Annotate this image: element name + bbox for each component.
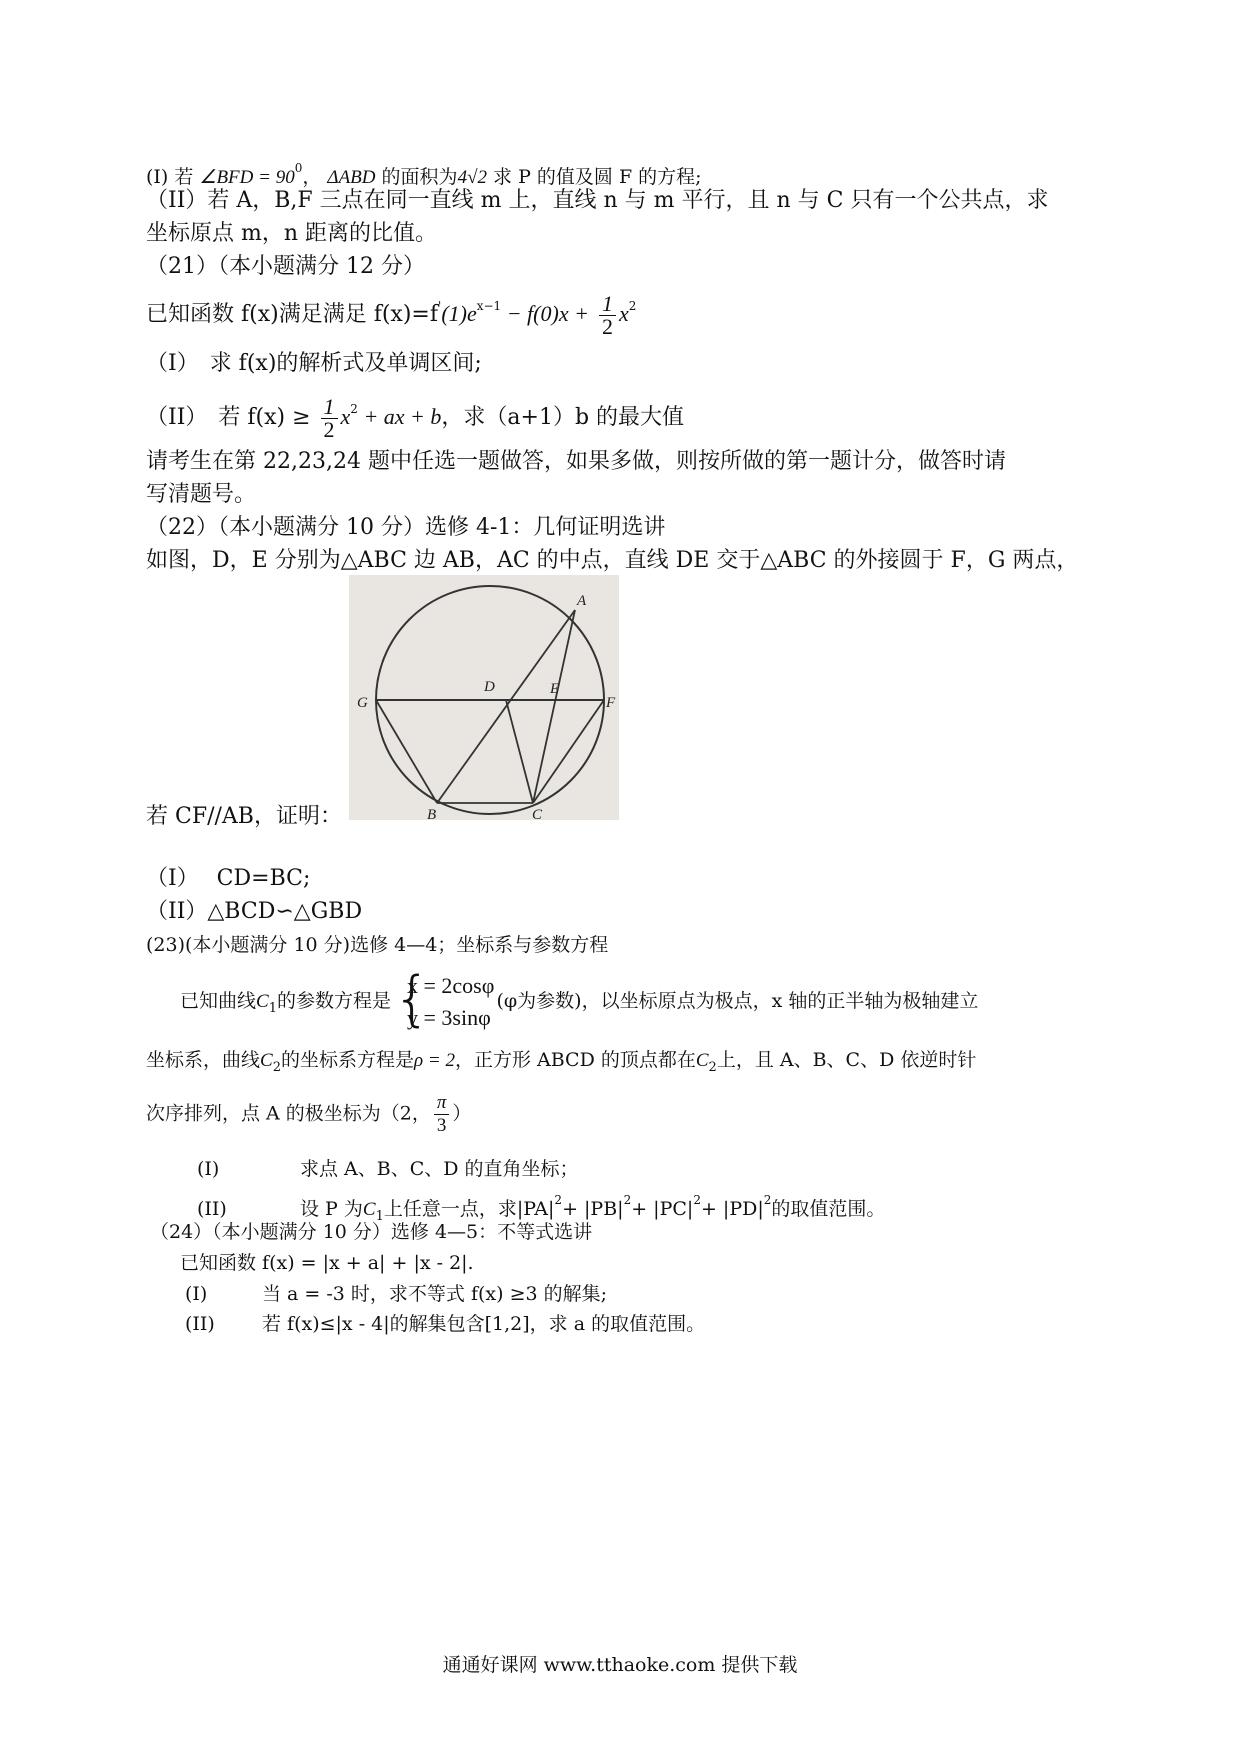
label-f: F xyxy=(606,695,616,711)
q20-comma: ， xyxy=(302,166,322,188)
q23-pi-fraction xyxy=(434,1092,450,1137)
q21-stmt-rest: − f(0)x + xyxy=(501,301,589,326)
q21-stmt-text: 已知函数 f(x)满足满足 f(x)=f xyxy=(146,302,438,327)
q20-angle-expr: ∠BFD = 90 xyxy=(199,167,295,188)
q21-frac-den: 2 xyxy=(601,313,613,339)
q21-frac-num: 1 xyxy=(599,293,616,316)
q21-part2-square: 2 xyxy=(350,402,358,416)
q24-statement: 已知函数 f(x) = |x + a| + |x - 2|. xyxy=(180,1252,474,1274)
q22-part1: （I） CD=BC; xyxy=(146,866,311,891)
q23-line3 xyxy=(146,1092,471,1137)
q23-line2 xyxy=(146,1046,976,1082)
instruction-line2: 写清题号。 xyxy=(146,482,257,507)
q21-square: 2 xyxy=(628,299,637,313)
q23-sq4: 2 xyxy=(763,1193,772,1207)
q23-c2-sub: 2 xyxy=(272,1060,281,1075)
circle-diagram-svg xyxy=(349,575,619,820)
segment-gb xyxy=(376,700,437,803)
label-a: A xyxy=(577,593,587,609)
circle-diagram xyxy=(349,575,619,820)
q22-part2: （II）△BCD∽△GBD xyxy=(146,899,363,924)
q23-sq2: 2 xyxy=(623,1193,632,1207)
q23-part1-label: (I) xyxy=(197,1158,220,1180)
label-g: G xyxy=(357,695,368,711)
q21-prime: ' xyxy=(438,299,442,313)
q23-c1: C xyxy=(256,991,269,1012)
q20-triangle-expr: ΔABD xyxy=(327,167,376,188)
q23-part1-text: 求点 A、B、C、D 的直角坐标； xyxy=(300,1158,579,1180)
q21-part2-text: （II） 若 f(x) ≥ xyxy=(146,405,311,430)
label-e: E xyxy=(550,681,560,697)
q21-part2-fraction xyxy=(321,393,338,442)
q23-stmt-text3: (φ为参数)，以坐标原点为极点，x 轴的正半轴为极轴建立 xyxy=(496,990,979,1012)
q24-part2-text: 若 f(x)≤|x - 4|的解集包含[1,2]，求 a 的取值范围。 xyxy=(262,1313,706,1335)
q24-part1 xyxy=(185,1280,607,1308)
q21-exponent: x−1 xyxy=(476,299,502,313)
q23-part2-label: (II) xyxy=(197,1198,227,1220)
q24-part1-label: (I) xyxy=(185,1283,208,1305)
q23-line2-text2: 的坐标系方程是 xyxy=(280,1049,414,1071)
q20-part1-text: (I) 若 xyxy=(146,166,194,188)
q21-statement xyxy=(146,292,636,338)
q23-sys-row1: x = 2cosφ xyxy=(407,973,495,998)
q23-stmt-text2: 的参数方程是 xyxy=(276,990,391,1012)
q23-rho-eq: ρ = 2 xyxy=(414,1050,455,1071)
label-b: B xyxy=(427,807,437,820)
q24-heading: （24）（本小题满分 10 分）选修 4—5：不等式选讲 xyxy=(150,1221,593,1243)
q21-stmt-e: (1)e xyxy=(441,301,477,326)
q23-line3-close: ） xyxy=(452,1102,472,1125)
q23-brace: { xyxy=(393,964,432,1034)
q23-statement xyxy=(180,964,979,1042)
q21-part1: （I） 求 f(x)的解析式及单调区间; xyxy=(146,351,482,376)
q21-part2-x: x xyxy=(340,404,351,429)
q21-part2 xyxy=(146,395,684,441)
q23-stmt-text: 已知曲线 xyxy=(180,990,257,1012)
q23-line3-text: 次序排列，点 A 的极坐标为（2， xyxy=(146,1102,431,1125)
q24-part2 xyxy=(185,1310,705,1338)
q23-part2-end: 的取值范围。 xyxy=(771,1198,886,1220)
q21-part2-linear: + ax + b xyxy=(357,404,442,429)
q21-part2-ask: ，求（a+1）b 的最大值 xyxy=(441,405,685,430)
q21-part2-frac-den: 2 xyxy=(323,416,335,442)
q23-line2-text4: 上，且 A、B、C、D 依逆时针 xyxy=(716,1049,977,1071)
q22-condition: 若 CF//AB，证明： xyxy=(146,804,342,829)
q21-part2-frac-num: 1 xyxy=(321,396,338,419)
q23-param-system xyxy=(393,964,495,1034)
q23-sq3: 2 xyxy=(693,1193,701,1207)
instruction-line1: 请考生在第 22,23,24 题中任选一题做答，如果多做，则按所做的第一题计分，做答时请 xyxy=(146,449,1006,474)
q23-part2-text: 设 P 为 xyxy=(300,1198,363,1220)
q23-pi: π xyxy=(434,1092,450,1115)
q23-c2-again: C xyxy=(695,1050,709,1071)
q23-three: 3 xyxy=(436,1115,447,1136)
q20-part2-line1: （II）若 A，B,F 三点在同一直线 m 上，直线 n 与 m 平行，且 n 与 C 只有一个公共点，求 xyxy=(146,188,1049,213)
q23-sys-row2: y = 3sinφ xyxy=(407,1005,491,1030)
q21-x: x xyxy=(618,301,629,326)
q23-c2: C xyxy=(260,1050,273,1071)
q24-part2-label: (II) xyxy=(185,1313,215,1335)
q20-area-value: 4√2 xyxy=(457,167,487,188)
q22-statement: 如图，D，E 分别为△ABC 边 AB，AC 的中点，直线 DE 交于△ABC 的外接圆于 F，G 两点， xyxy=(146,548,1079,573)
q23-c2-sub-again: 2 xyxy=(708,1060,717,1075)
q20-ask-text: 求 P 的值及圆 F 的方程; xyxy=(487,166,702,188)
label-d: D xyxy=(484,679,495,695)
q23-part2-pb: + |PB| xyxy=(562,1198,624,1220)
q21-heading: （21）（本小题满分 12 分） xyxy=(146,254,425,279)
q23-part2-pd: + |PD| xyxy=(700,1198,764,1220)
q24-part1-text: 当 a = -3 时，求不等式 f(x) ≥3 的解集; xyxy=(262,1283,608,1305)
q23-part2-c1-sub: 1 xyxy=(375,1209,384,1224)
q23-part1 xyxy=(197,1155,579,1183)
q22-heading: （22）（本小题满分 10 分）选修 4-1：几何证明选讲 xyxy=(146,515,666,540)
q23-part2-pc: + |PC| xyxy=(631,1198,694,1220)
label-c: C xyxy=(532,807,543,820)
q23-part2-pa: 上任意一点，求|PA| xyxy=(383,1198,555,1220)
page-footer: 通通好课网 www.tthaoke.com 提供下载 xyxy=(442,1654,798,1676)
q23-heading: (23)(本小题满分 10 分)选修 4—4；坐标系与参数方程 xyxy=(146,934,609,956)
q23-c1-sub: 1 xyxy=(268,1001,277,1016)
q23-part2-c1: C xyxy=(362,1199,376,1220)
q23-line2-text: 坐标系，曲线 xyxy=(146,1049,261,1071)
q20-degree: 0 xyxy=(294,161,303,175)
q21-half-fraction xyxy=(599,290,616,339)
segment-dc xyxy=(506,700,533,803)
q23-sq1: 2 xyxy=(554,1193,563,1207)
q20-part2-line2: 坐标原点 m，n 距离的比值。 xyxy=(146,221,438,246)
q20-area-text: 的面积为 xyxy=(375,166,458,188)
q23-line2-text3: ，正方形 ABCD 的顶点都在 xyxy=(454,1049,696,1071)
